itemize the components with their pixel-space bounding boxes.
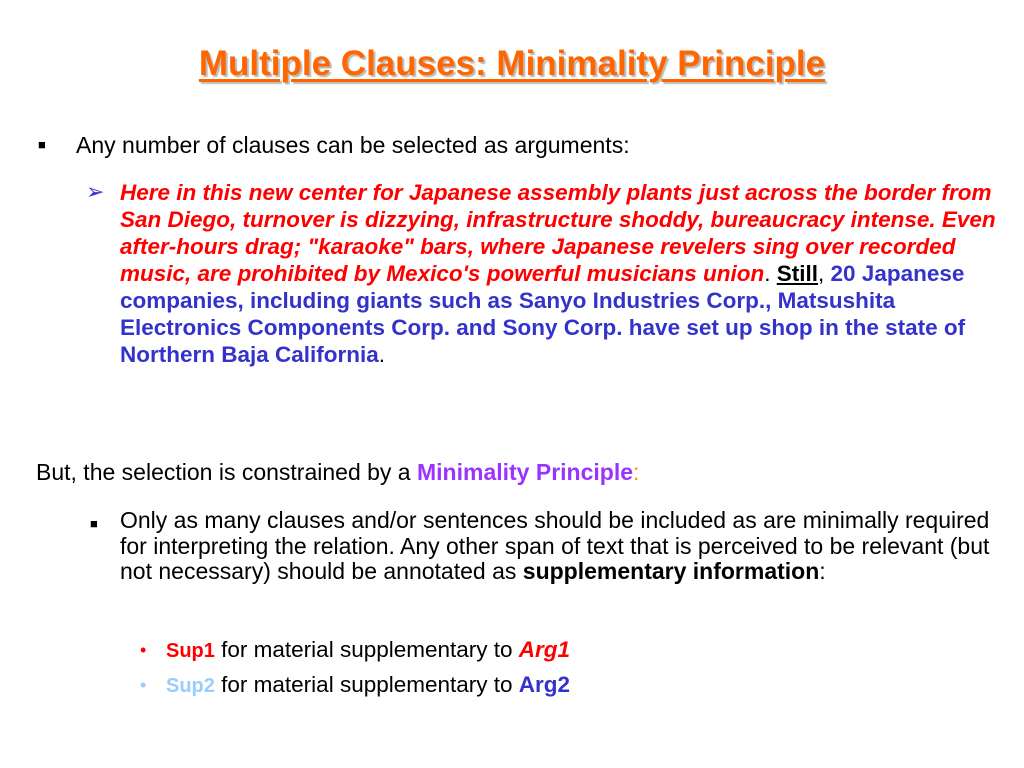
arg1-reference: Arg1 xyxy=(518,637,571,662)
square-bullet-icon: ■ xyxy=(38,137,46,152)
constraint-prefix: But, the selection is constrained by a xyxy=(36,459,417,485)
square-bullet-icon: ■ xyxy=(90,516,98,531)
dot-bullet-icon: • xyxy=(140,675,147,695)
minimality-definition xyxy=(120,508,990,585)
sup2-text: for material supplementary to xyxy=(214,672,519,697)
slide-title: Multiple Clauses: Minimality Principle xyxy=(198,44,826,83)
punctuation: . xyxy=(378,342,386,367)
example-passage xyxy=(120,179,1000,368)
definition-colon: : xyxy=(819,558,826,584)
arg1-span: Here in this new center for Japanese assembly plants just across the border from San Diego, turnover is dizzying, infrastructure shoddy, bureaucracy intense. Even after-hours drag; "karaoke" bars, where Japanese revelers sing over recorded music, are prohibited by Mexico's powerful musicians union xyxy=(120,180,996,286)
arg2-span: 20 Japanese companies, including giants such as Sanyo Industries Corp., Matsushita Electronics Components Corp. and Sony Corp. have set up shop in the state of Northern Baja California xyxy=(120,261,966,367)
sup2-item xyxy=(166,671,570,700)
punctuation: . xyxy=(764,261,777,286)
sup1-item xyxy=(166,636,570,665)
sup2-label: Sup2 xyxy=(166,675,215,697)
dot-bullet-icon: • xyxy=(140,640,147,660)
supplementary-information-term: supplementary information xyxy=(522,558,820,584)
punctuation: , xyxy=(818,261,831,286)
connective: Still xyxy=(776,261,819,286)
bullet-text-arguments: Any number of clauses can be selected as arguments: xyxy=(76,132,630,158)
definition-text: Only as many clauses and/or sentences should be included as are minimally required for interpreting the relation. Any other span of text that is perceived to be relevant (but not necessary) should be annotated as xyxy=(120,507,990,584)
minimality-principle-label: Minimality Principle xyxy=(417,459,633,485)
constraint-line xyxy=(36,459,639,486)
constraint-colon: : xyxy=(633,459,640,485)
arrow-bullet-icon: ➢ xyxy=(86,179,105,204)
sup1-label: Sup1 xyxy=(166,640,215,662)
sup1-text: for material supplementary to xyxy=(214,637,519,662)
arg2-reference: Arg2 xyxy=(518,672,571,697)
